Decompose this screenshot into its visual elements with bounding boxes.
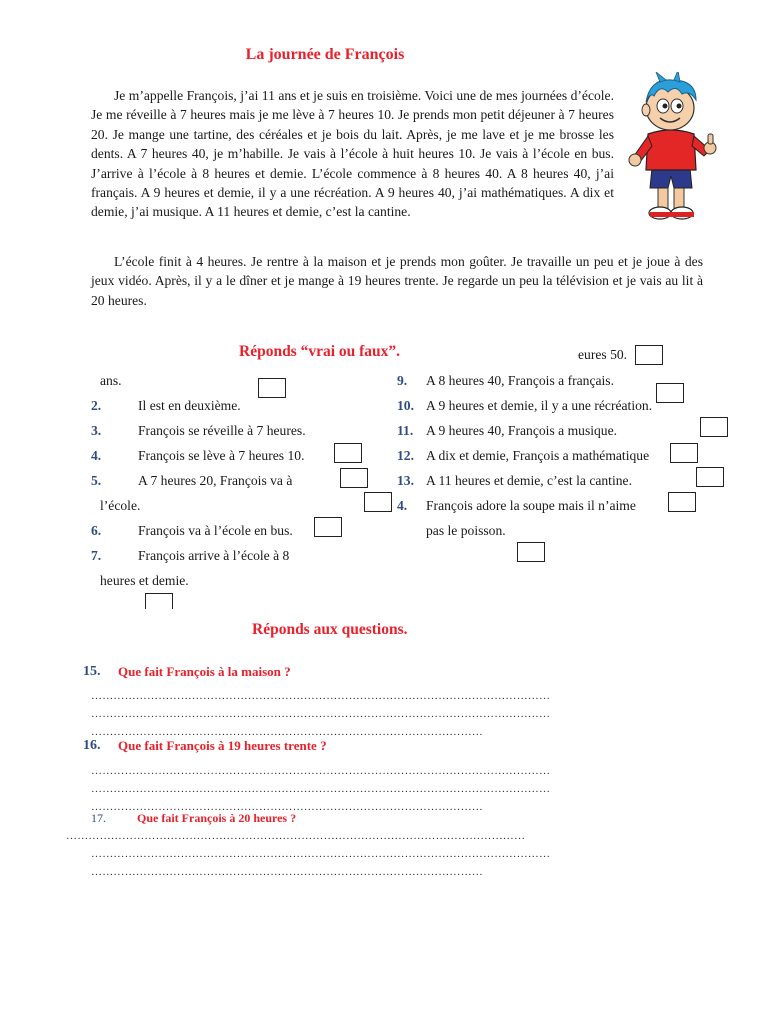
questions-title: Réponds aux questions. xyxy=(252,621,408,638)
answer-box-9[interactable] xyxy=(656,383,684,403)
statement-number: 4. xyxy=(91,448,102,463)
true-false-title: Réponds “vrai ou faux”. xyxy=(239,343,401,360)
question-17: Que fait François à 20 heures ? xyxy=(137,811,297,825)
answer-box-12[interactable] xyxy=(670,443,698,463)
statement-number: 9. xyxy=(397,373,408,388)
answer-line[interactable]: …………………………………………………………………………………………………………… xyxy=(91,765,551,777)
answer-box-8[interactable] xyxy=(635,345,663,365)
statement-14: François adore la soupe mais il n’aime xyxy=(426,498,636,513)
answer-line[interactable]: …………………………………………………………………………………………… xyxy=(91,801,483,813)
answer-box-6[interactable] xyxy=(314,517,342,537)
statement-3: François se réveille à 7 heures. xyxy=(138,423,306,438)
answer-line[interactable]: …………………………………………………………………………………………… xyxy=(91,726,483,738)
page-title: La journée de François xyxy=(245,46,405,63)
statement-12: A dix et demie, François a mathématique xyxy=(426,448,650,463)
statement-14-cont: pas le poisson. xyxy=(426,523,506,538)
overflow-fragment: eures 50. xyxy=(578,347,628,362)
statement-4: François se lève à 7 heures 10. xyxy=(138,448,305,463)
statement-2: Il est en deuxième. xyxy=(138,398,241,413)
statement-7-cont: heures et demie. xyxy=(100,573,189,588)
statement-number: 11. xyxy=(397,423,414,438)
statement-6: François va à l’école en bus. xyxy=(138,523,293,538)
answer-box-11[interactable] xyxy=(700,417,728,437)
statement-11: A 9 heures 40, François a musique. xyxy=(426,423,618,438)
answer-line[interactable]: …………………………………………………………………………………………………………… xyxy=(66,830,526,842)
question-number: 17. xyxy=(91,811,106,825)
statement-10: A 9 heures et demie, il y a une récréation. xyxy=(426,398,653,413)
question-15: Que fait François à la maison ? xyxy=(118,664,291,679)
statement-13: A 11 heures et demie, c’est la cantine. xyxy=(426,473,632,488)
statement-5: A 7 heures 20, François va à xyxy=(138,473,293,488)
statement-number: 13. xyxy=(397,473,414,488)
statement-number: 2. xyxy=(91,398,102,413)
statement-number: 6. xyxy=(91,523,102,538)
statement-number: 7. xyxy=(91,548,102,563)
answer-line[interactable]: …………………………………………………………………………………………………………… xyxy=(91,783,551,795)
cartoon-boy-icon xyxy=(620,72,722,222)
answer-box-1[interactable] xyxy=(258,378,286,398)
statement-7: François arrive à l’école à 8 xyxy=(138,548,290,563)
statement-number: 4. xyxy=(397,498,408,513)
story-paragraph-1: Je m’appelle François, j’ai 11 ans et je suis en troisième. Voici une de mes journées d’école. Je me réveille à 7 heures mais je me lève à 7 heures 10. Je prends mon petit déjeuner à 7 heures 20. Je mange une tartine, des céréales et je bois du lait. Après, je me lave et je me brosse les dents. A 7 heures 40, je m’habille. Je vais à l’école à huit heures 10. Je vais à l’école en bus. J’arrive à l’école à 8 heures et demie. L’école commence à 8 heures 40. A 8 heures 40, j’ai français. A 9 heures et demie, il y a une récréation. A 9 heures 40, j’ai mathématiques. A dix et demie, j’ai musique. A 11 heures et demie, c’est la cantine. xyxy=(91,88,614,220)
statement-number: 10. xyxy=(397,398,414,413)
question-16: Que fait François à 19 heures trente ? xyxy=(118,738,327,753)
statement-1-cont: ans. xyxy=(100,373,122,388)
answer-box-5a[interactable] xyxy=(340,468,368,488)
question-number: 16. xyxy=(83,738,101,753)
question-number: 15. xyxy=(83,664,101,679)
answer-line[interactable]: …………………………………………………………………………………………………………… xyxy=(91,708,551,720)
answer-box-7[interactable] xyxy=(145,593,173,609)
answer-box-14[interactable] xyxy=(517,542,545,562)
answer-line[interactable]: …………………………………………………………………………………………………………… xyxy=(91,848,551,860)
statement-number: 12. xyxy=(397,448,414,463)
answer-box-5[interactable] xyxy=(364,492,392,512)
statement-number: 5. xyxy=(91,473,102,488)
story-paragraph-2: L’école finit à 4 heures. Je rentre à la maison et je prends mon goûter. Je travaille un peu et je joue à des jeux vidéo. Après, il y a le dîner et je mange à 19 heures trente. Je regarde un peu la télévision et je vais au lit à 20 heures. xyxy=(91,254,703,308)
answer-line[interactable]: …………………………………………………………………………………………… xyxy=(91,866,483,878)
answer-box-14a[interactable] xyxy=(668,492,696,512)
answer-box-4[interactable] xyxy=(334,443,362,463)
statement-number: 3. xyxy=(91,423,102,438)
statement-5-cont: l’école. xyxy=(100,498,141,513)
statement-9: A 8 heures 40, François a français. xyxy=(426,373,614,388)
answer-box-13[interactable] xyxy=(696,467,724,487)
answer-line[interactable]: …………………………………………………………………………………………………………… xyxy=(91,690,551,702)
